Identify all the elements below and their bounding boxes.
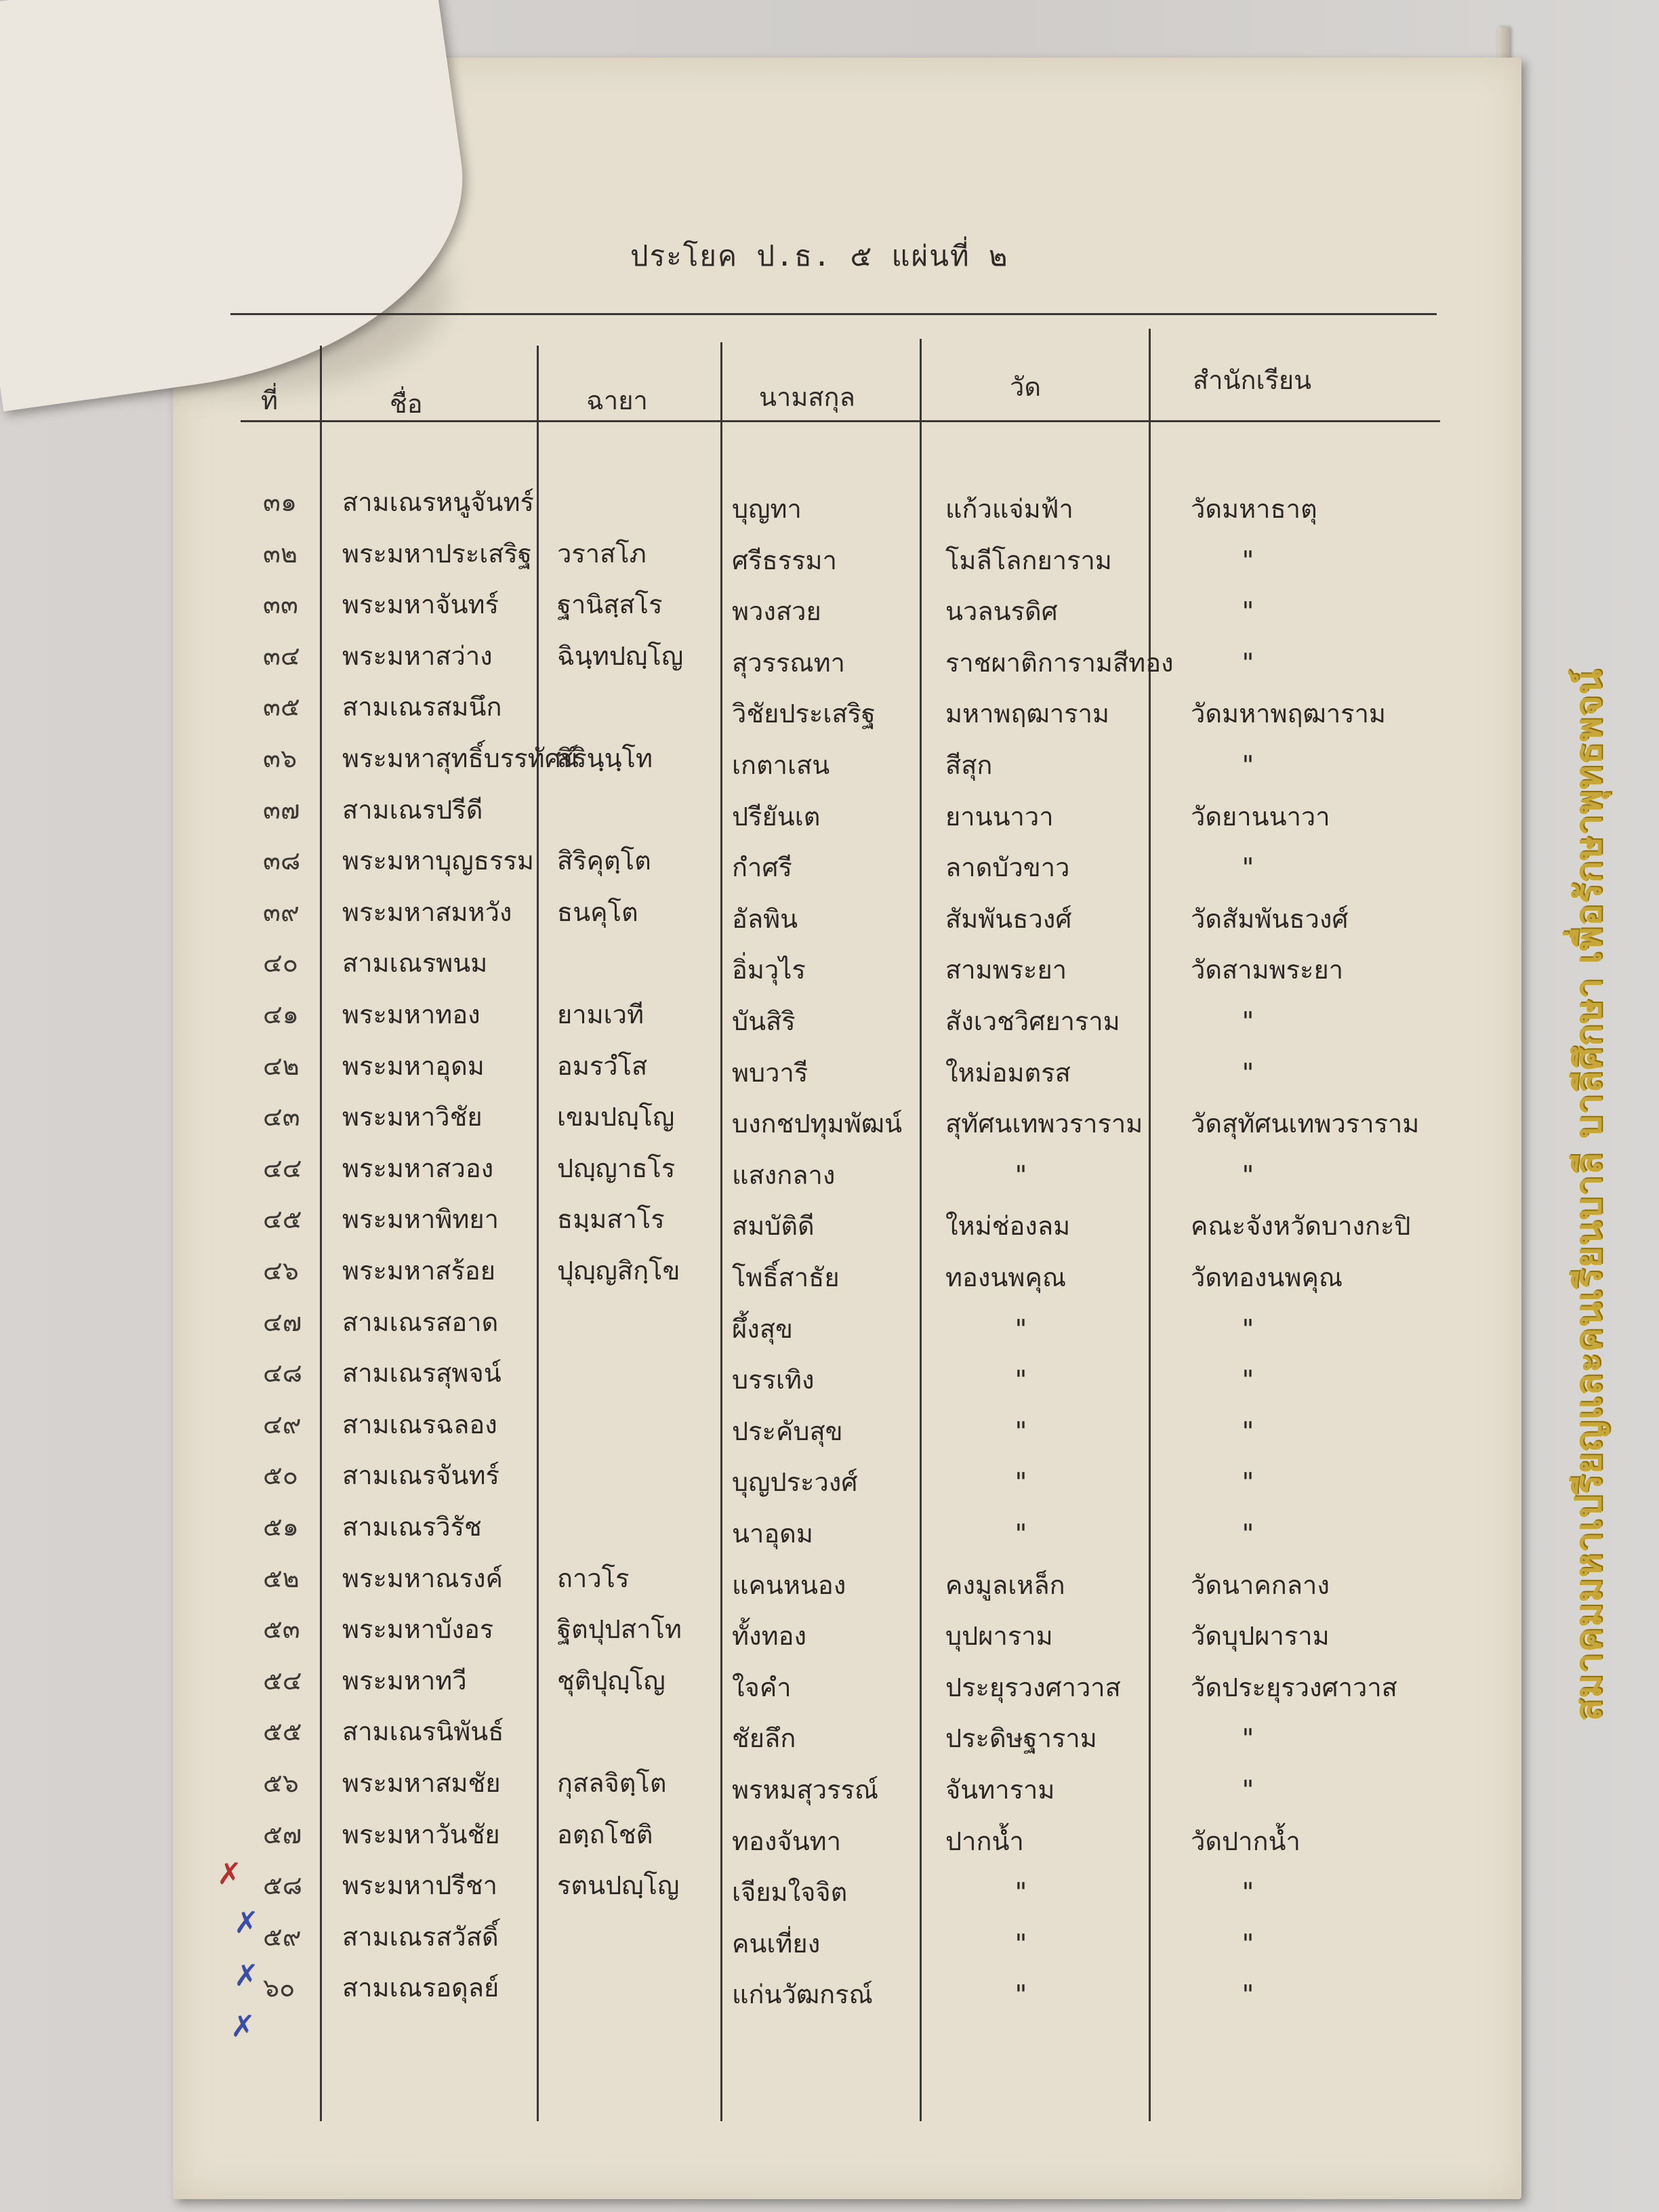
row-school: วัดทองนพคุณ (1191, 1263, 1343, 1292)
row-school: " (1240, 1877, 1256, 1907)
row-chaya: เขมปญฺโญ (557, 1102, 675, 1132)
row-number: ๓๔ (263, 641, 300, 671)
row-school: " (1240, 1006, 1256, 1036)
row-surname: วิชัยประเสริฐ (732, 699, 876, 729)
row-name: พระมหาประเสริฐ (342, 539, 532, 569)
row-wat: บุปผาราม (945, 1621, 1053, 1651)
row-wat: ปากน้ำ (945, 1826, 1024, 1856)
header-name: ชื่อ (390, 389, 423, 419)
row-school: " (1240, 1519, 1256, 1549)
row-chaya: ธนคุโต (557, 897, 638, 927)
row-wat: สามพระยา (945, 955, 1067, 985)
row-surname: แสงกลาง (732, 1160, 836, 1190)
row-surname: แก่นวัฒกรณ์ (732, 1980, 873, 2009)
row-surname: ชัยลึก (732, 1723, 796, 1753)
row-name: สามเณรหนูจันทร์ (342, 487, 534, 517)
row-chaya: ฐิตปุปสาโท (557, 1614, 682, 1644)
row-school: " (1240, 1365, 1256, 1395)
row-surname: สุวรรณทา (732, 648, 845, 678)
row-school: วัดสุทัศนเทพวราราม (1191, 1109, 1420, 1139)
row-school: " (1240, 1723, 1256, 1753)
watermark-text: สมาคมมหาเปรียญและคนเรียนบาลี บาลีศึกษา เพื่อรักษาพุทธพจน์ (1567, 669, 1610, 1721)
row-name: พระมหาทวี (342, 1666, 467, 1696)
row-name: พระมหาพิทยา (342, 1204, 499, 1234)
row-wat: มหาพฤฒาราม (945, 699, 1109, 729)
row-school: " (1240, 1058, 1256, 1088)
row-wat: สีสุก (945, 750, 993, 780)
row-school: " (1240, 1980, 1256, 2009)
row-wat: คงมูลเหล็ก (945, 1570, 1065, 1600)
row-number: ๔๘ (263, 1358, 303, 1388)
row-surname: บันสิริ (732, 1006, 796, 1036)
row-surname: โพธิ์สาธัย (732, 1263, 840, 1292)
row-name: พระมหาสุทธิ์บรรทัศน์ (342, 743, 579, 773)
header-no: ที่ (261, 386, 279, 415)
row-number: ๕๓ (263, 1614, 300, 1644)
row-name: พระมหาสว่าง (342, 641, 493, 671)
row-wat: สัมพันธวงศ์ (945, 904, 1072, 934)
row-surname: พบวารี (732, 1058, 808, 1088)
column-divider (720, 342, 722, 2121)
row-name: สามเณรจันทร์ (342, 1460, 499, 1490)
row-school: " (1240, 1416, 1256, 1446)
row-name: สามเณรสมนึก (342, 692, 502, 722)
row-name: พระมหาบุญธรรม (342, 846, 534, 876)
table-top-rule (230, 313, 1437, 315)
row-wat: ลาดบัวขาว (945, 853, 1070, 882)
row-chaya: ถาวโร (557, 1563, 630, 1593)
header-surname: นามสกุล (759, 382, 855, 412)
row-number: ๔๕ (263, 1204, 302, 1234)
row-surname: คนเที่ยง (732, 1929, 821, 1959)
row-name: พระมหาสมชัย (342, 1768, 501, 1798)
row-number: ๔๓ (263, 1102, 300, 1132)
row-chaya: ชุติปุญฺโญ (557, 1666, 665, 1696)
row-number: ๕๒ (263, 1563, 300, 1593)
row-surname: บรรเทิง (732, 1365, 815, 1395)
row-wat: " (1013, 1519, 1029, 1549)
document-title: ประโยค ป.ธ. ๕ แผ่นที่ ๒ (630, 239, 1009, 272)
row-chaya: สิรินฺนฺโท (557, 743, 653, 773)
row-surname: สมบัติดี (732, 1211, 815, 1241)
row-wat: โมลีโลกยาราม (945, 546, 1112, 575)
row-number: ๔๙ (263, 1410, 302, 1439)
row-number: ๓๓ (263, 590, 298, 619)
row-wat: " (1013, 1929, 1029, 1959)
row-wat: ประยุรวงศาวาส (945, 1673, 1121, 1702)
row-surname: ผึ้งสุข (732, 1314, 793, 1344)
row-number: ๕๙ (263, 1922, 302, 1952)
row-surname: ศรีธรรมา (732, 546, 837, 575)
row-wat: นวลนรดิศ (945, 596, 1058, 626)
row-wat: แก้วแจ่มฟ้า (945, 494, 1073, 524)
row-number: ๓๙ (263, 897, 300, 927)
row-name: พระมหาจันทร์ (342, 590, 499, 619)
row-school: " (1240, 648, 1256, 678)
row-name: พระมหาสวอง (342, 1153, 494, 1183)
row-chaya: ปญฺญาธโร (557, 1153, 676, 1183)
row-wat: ทองนพคุณ (945, 1263, 1067, 1292)
row-chaya: สิริคุตฺโต (557, 846, 651, 876)
cross-mark: ✗ (217, 1857, 242, 1891)
row-chaya: ปุญฺญสิกฺโข (557, 1256, 680, 1286)
row-name: สามเณรพนม (342, 948, 488, 978)
row-surname: กำศรี (732, 853, 792, 882)
row-surname: ทองจันทา (732, 1826, 842, 1856)
row-surname: เจียมใจจิต (732, 1877, 848, 1907)
row-name: สามเณรสอาด (342, 1307, 499, 1337)
row-number: ๔๖ (263, 1256, 299, 1286)
row-school: วัดยานนาวา (1191, 802, 1330, 832)
row-wat: " (1013, 1467, 1029, 1497)
row-wat: ราชผาติการามสีทอง (945, 648, 1174, 678)
row-school: วัดมหาพฤฒาราม (1191, 699, 1386, 729)
row-number: ๓๘ (263, 846, 301, 876)
row-school: " (1240, 1160, 1256, 1190)
row-wat: จันทาราม (945, 1775, 1055, 1805)
row-surname: บุญประวงศ์ (732, 1467, 858, 1497)
row-name: พระมหาณรงค์ (342, 1563, 503, 1593)
row-school: " (1240, 546, 1256, 575)
row-surname: แคนหนอง (732, 1570, 846, 1600)
row-number: ๓๑ (263, 487, 298, 517)
row-number: ๕๑ (263, 1512, 299, 1542)
row-name: พระมหาบังอร (342, 1614, 494, 1644)
row-school: " (1240, 1775, 1256, 1805)
column-divider (1149, 329, 1151, 2121)
row-chaya: ยามเวที (557, 1000, 644, 1029)
row-surname: อิ่มวุไร (732, 955, 806, 985)
row-number: ๖๐ (263, 1973, 295, 2003)
row-wat: สุทัศนเทพวราราม (945, 1109, 1143, 1139)
row-name: พระมหาวันชัย (342, 1820, 500, 1849)
row-surname: ใจคำ (732, 1673, 792, 1702)
row-wat: " (1013, 1877, 1029, 1907)
row-school: " (1240, 1314, 1256, 1344)
row-number: ๔๔ (263, 1153, 302, 1183)
row-name: สามเณรอดุลย์ (342, 1973, 499, 2003)
row-number: ๓๕ (263, 692, 300, 722)
row-name: สามเณรสุพจน์ (342, 1358, 501, 1388)
row-number: ๕๕ (263, 1717, 302, 1746)
header-wat: วัด (1010, 372, 1042, 402)
row-wat: " (1013, 1314, 1029, 1344)
row-chaya: ฐานิสฺสโร (557, 590, 663, 619)
row-number: ๓๖ (263, 743, 298, 773)
row-school: วัดสามพระยา (1191, 955, 1344, 985)
row-chaya: วราสโภ (557, 539, 647, 569)
row-name: พระมหาปรีชา (342, 1870, 497, 1900)
row-school: " (1240, 853, 1256, 882)
header-chaya: ฉายา (586, 386, 648, 415)
row-school: วัดนาคกลาง (1191, 1570, 1330, 1600)
row-school: " (1240, 596, 1256, 626)
row-surname: เกตาเสน (732, 750, 830, 780)
row-surname: พรหมสุวรรณ์ (732, 1775, 879, 1805)
row-chaya: กุสลจิตฺโต (557, 1768, 667, 1798)
row-school: วัดประยุรวงศาวาส (1191, 1673, 1397, 1702)
header-school: สำนักเรียน (1193, 365, 1312, 395)
row-name: พระมหาสมหวัง (342, 897, 512, 927)
row-name: สามเณรสวัสดิ์ (342, 1922, 499, 1952)
row-chaya: อมรวํโส (557, 1051, 648, 1081)
row-wat: ใหม่อมตรส (945, 1058, 1071, 1088)
row-number: ๔๗ (263, 1307, 302, 1337)
row-school: วัดมหาธาตุ (1191, 494, 1317, 524)
row-surname: บงกชปทุมพัฒน์ (732, 1109, 903, 1139)
row-name: พระมหาอุดม (342, 1051, 485, 1081)
row-wat: ประดิษฐาราม (945, 1723, 1097, 1753)
row-surname: นาอุดม (732, 1519, 813, 1549)
row-number: ๔๐ (263, 948, 298, 978)
row-name: สามเณรนิพันธ์ (342, 1717, 504, 1746)
row-wat: ใหม่ช่องลม (945, 1211, 1071, 1241)
row-number: ๕๘ (263, 1870, 303, 1900)
row-chaya: ฉินฺทปญฺโญ (557, 641, 684, 671)
row-surname: บุญทา (732, 494, 802, 524)
row-surname: พวงสวย (732, 596, 821, 626)
row-name: สามเณรวิรัช (342, 1512, 482, 1542)
row-number: ๓๒ (263, 539, 298, 569)
row-wat: " (1013, 1416, 1029, 1446)
column-divider (320, 346, 322, 2121)
row-wat: ยานนาวา (945, 802, 1054, 832)
column-divider (537, 346, 539, 2121)
row-number: ๔๑ (263, 1000, 299, 1029)
row-chaya: ธมฺมสาโร (557, 1204, 665, 1234)
row-name: สามเณรฉลอง (342, 1410, 497, 1439)
row-name: พระมหาวิชัย (342, 1102, 483, 1132)
cross-mark: ✗ (234, 1906, 259, 1940)
row-number: ๕๗ (263, 1820, 302, 1849)
row-name: พระมหาสร้อย (342, 1256, 495, 1286)
row-wat: " (1013, 1365, 1029, 1395)
row-wat: สังเวชวิศยาราม (945, 1006, 1120, 1036)
row-chaya: รตนปญฺโญ (557, 1870, 680, 1900)
row-name: สามเณรปรีดี (342, 795, 483, 825)
row-number: ๕๐ (263, 1460, 298, 1490)
row-number: ๓๗ (263, 795, 300, 825)
cross-mark: ✗ (230, 2009, 255, 2044)
row-school: " (1240, 1929, 1256, 1959)
row-school: " (1240, 1467, 1256, 1497)
row-surname: ปรียันเต (732, 802, 821, 832)
column-divider (920, 339, 922, 2121)
row-surname: ประคับสุข (732, 1416, 843, 1446)
row-number: ๕๖ (263, 1768, 299, 1798)
row-wat: " (1013, 1980, 1029, 2009)
row-name: พระมหาทอง (342, 1000, 480, 1029)
row-school: " (1240, 750, 1256, 780)
row-school: วัดปากน้ำ (1191, 1826, 1300, 1856)
row-school: วัดบุปผาราม (1191, 1621, 1330, 1651)
row-surname: ทั้งทอง (732, 1621, 807, 1651)
row-school: วัดสัมพันธวงศ์ (1191, 904, 1349, 934)
row-school: คณะจังหวัดบางกะปิ (1191, 1211, 1411, 1241)
row-surname: อัลพิน (732, 904, 798, 934)
row-number: ๔๒ (263, 1051, 300, 1081)
cross-mark: ✗ (234, 1959, 259, 1993)
row-number: ๕๔ (263, 1666, 302, 1696)
row-wat: " (1013, 1160, 1029, 1190)
row-chaya: อตฺถโชติ (557, 1820, 653, 1849)
